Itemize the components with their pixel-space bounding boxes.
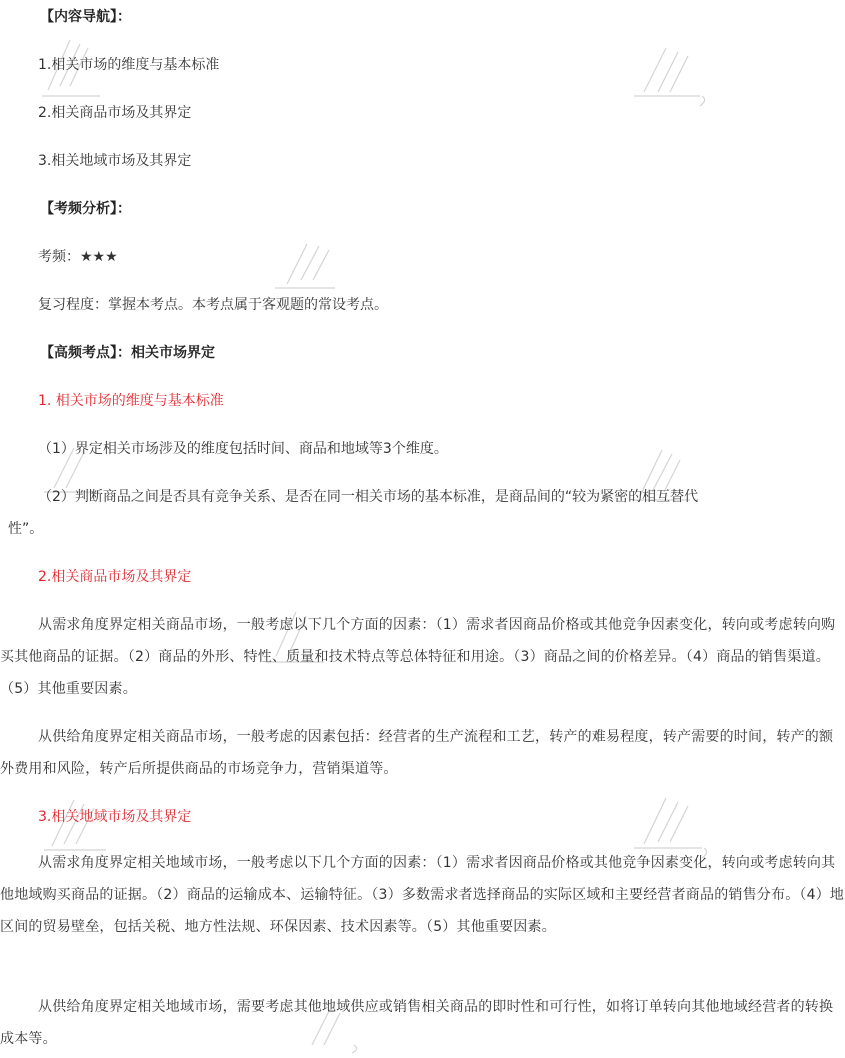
section2-supply-text: 从供给角度界定相关商品市场，一般考虑的因素包括：经营者的生产流程和工艺，转产的难易程度，转产需要的时间，转产的额外费用和风险，转产后所提供商品的市场竞争力，营销渠道等。 <box>0 729 834 777</box>
watermark-mark <box>265 240 345 300</box>
section-title: 2.相关商品市场及其界定 <box>38 569 192 585</box>
watermark-mark <box>630 42 720 112</box>
section3-demand-text: 从需求角度界定相关地域市场，一般考虑以下几个方面的因素：（1）需求者因商品价格或其他竞争因素变化，转向或考虑转向其他地域购买商品的证据。（2）商品的运输成本、运输特征。（3）多数需求者选择商品的实际区域和主要经营者商品的销售分布。（4）地区间的贸易壁垒，包括关税、地方性法规、环保因素、技术因素等。（5）其他重要因素。 <box>0 855 845 935</box>
section3-supply-paragraph <box>0 991 845 1055</box>
review-level: 复习程度：掌握本考点。本考点属于客观题的常设考点。 <box>38 297 388 313</box>
section3-demand-paragraph <box>0 847 845 943</box>
section1-point-1: （1）界定相关市场涉及的维度包括时间、商品和地域等3个维度。 <box>38 441 448 457</box>
section1-point-2-cont: 性”。 <box>8 521 44 537</box>
analysis-heading: 【考频分析】： <box>40 201 131 217</box>
section-title: 1. 相关市场的维度与基本标准 <box>38 393 224 409</box>
section2-supply-paragraph <box>0 721 845 785</box>
section2-demand-paragraph <box>0 609 845 705</box>
section1-point-2: （2）判断商品之间是否具有竞争关系、是否在同一相关市场的基本标准，是商品间的“较为紧密的相互替代 <box>38 489 699 505</box>
topic-heading: 【高频考点】：相关市场界定 <box>40 345 215 361</box>
section-title: 3.相关地域市场及其界定 <box>38 809 192 825</box>
exam-frequency: 考频：★★★ <box>38 249 118 265</box>
nav-item: 2.相关商品市场及其界定 <box>38 105 192 121</box>
section2-demand-text: 从需求角度界定相关商品市场，一般考虑以下几个方面的因素：（1）需求者因商品价格或其他竞争因素变化，转向或考虑转向购买其他商品的证据。（2）商品的外形、特性、质量和技术特点等总体特征和用途。（3）商品之间的价格差异。（4）商品的销售渠道。（5）其他重要因素。 <box>0 617 836 697</box>
nav-item: 3.相关地域市场及其界定 <box>38 153 192 169</box>
nav-item: 1.相关市场的维度与基本标准 <box>38 57 220 73</box>
nav-heading: 【内容导航】： <box>40 9 131 25</box>
section3-supply-text: 从供给角度界定相关地域市场，需要考虑其他地域供应或销售相关商品的即时性和可行性，如将订单转向其他地域经营者的转换成本等。 <box>0 999 834 1047</box>
